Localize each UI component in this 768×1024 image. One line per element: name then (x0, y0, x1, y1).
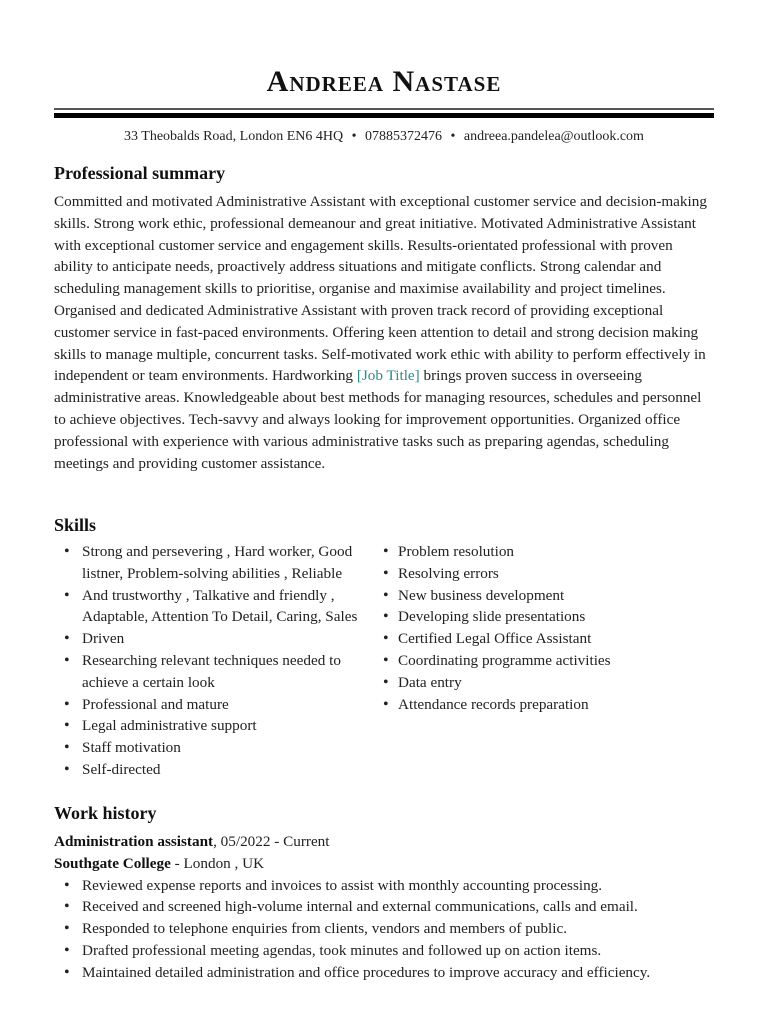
section-heading: Professional summary (54, 163, 226, 183)
list-item: • Responded to telephone enquiries from clients, vendors and members of public. (54, 918, 714, 940)
list-item: • Coordinating programme activities (384, 650, 714, 672)
skills-list-right (384, 541, 714, 781)
summary-paragraph (54, 191, 714, 474)
skills-list-left (54, 541, 384, 781)
job-title-line (54, 831, 714, 853)
employer-line (54, 853, 714, 875)
list-item: • Strong and persevering , Hard worker, Good listner, Problem-solving abilities , Reliable (54, 541, 384, 585)
resume-page (54, 0, 714, 981)
employer-name: Southgate College (54, 854, 171, 872)
list-item: • And trustworthy , Talkative and friendly , Adaptable, Attention To Detail, Caring, Sales (54, 585, 384, 629)
list-item: • Received and screened high-volume internal and external communications, calls and email. (54, 896, 714, 918)
list-item: • Resolving errors (384, 563, 714, 585)
job-bullets (54, 875, 714, 984)
list-item: • Maintained detailed administration and office procedures to improve accuracy and efficiency. (54, 962, 714, 984)
skills-section (54, 515, 714, 781)
section-heading: Skills (54, 515, 97, 535)
list-item: • Staff motivation (54, 737, 384, 759)
job-title-placeholder-link[interactable]: [Job Title] (356, 367, 420, 385)
professional-summary-section (54, 163, 714, 474)
list-item: • Drafted professional meeting agendas, took minutes and followed up on action items. (54, 940, 714, 962)
summary-text: brings proven success in overseeing administrative areas. Knowledgeable about best methods for managing resources, schedules and personnel to achieve objectives. Tech-savvy and always looking for improvement opportunities. Organized office professional with experience with various administrative tasks such as preparing agendas, scheduling meetings and providing customer assistance. (54, 367, 702, 472)
bullet-separator-icon: • (450, 129, 456, 144)
address: 33 Theobalds Road, London EN6 4HQ (124, 129, 344, 144)
job-role: Administration assistant (54, 833, 214, 850)
candidate-name: Andreea Nastase (266, 65, 502, 98)
email: andreea.pandelea@outlook.com (463, 129, 644, 144)
list-item: • Self-directed (54, 759, 384, 781)
header-rule-thin (54, 108, 714, 110)
bullet-separator-icon: • (351, 129, 357, 144)
list-item: • Driven (54, 628, 384, 650)
list-item: • Data entry (384, 672, 714, 694)
employer-location: - London , UK (170, 854, 265, 872)
summary-text: Committed and motivated Administrative Assistant with exceptional customer service and decision-making skills. Strong work ethic, professional demeanour and great initiative. Motivated Administrative Assistant with exceptional customer service and engagement skills. Results-orientated professional with proven ability to anticipate needs, proactively address situations and mitigate conflicts. Strong calendar and scheduling management skills to prioritise, organise and maximise availability and project timelines. Organised and dedicated Administrative Assistant with proven track record of providing exceptional customer service in fast-paced environments. Offering keen attention to detail and strong decision making skills to manage multiple, concurrent tasks. Self-motivated work ethic with ability to perform effectively in independent or team environments. Hardworking (54, 193, 707, 385)
list-item: • Reviewed expense reports and invoices to assist with monthly accounting processing. (54, 875, 714, 897)
header-rule-thick (54, 113, 714, 118)
list-item: • Developing slide presentations (384, 606, 714, 628)
work-history-section (54, 803, 714, 984)
job-dates: , 05/2022 - Current (213, 833, 330, 850)
phone: 07885372476 (365, 129, 442, 144)
list-item: • Legal administrative support (54, 715, 384, 737)
section-heading: Work history (54, 803, 157, 823)
list-item: • Problem resolution (384, 541, 714, 563)
contact-line (54, 129, 714, 145)
list-item: • Professional and mature (54, 694, 384, 716)
list-item: • New business development (384, 585, 714, 607)
list-item: • Researching relevant techniques needed to achieve a certain look (54, 650, 384, 694)
list-item: • Certified Legal Office Assistant (384, 628, 714, 650)
list-item: • Attendance records preparation (384, 694, 714, 716)
